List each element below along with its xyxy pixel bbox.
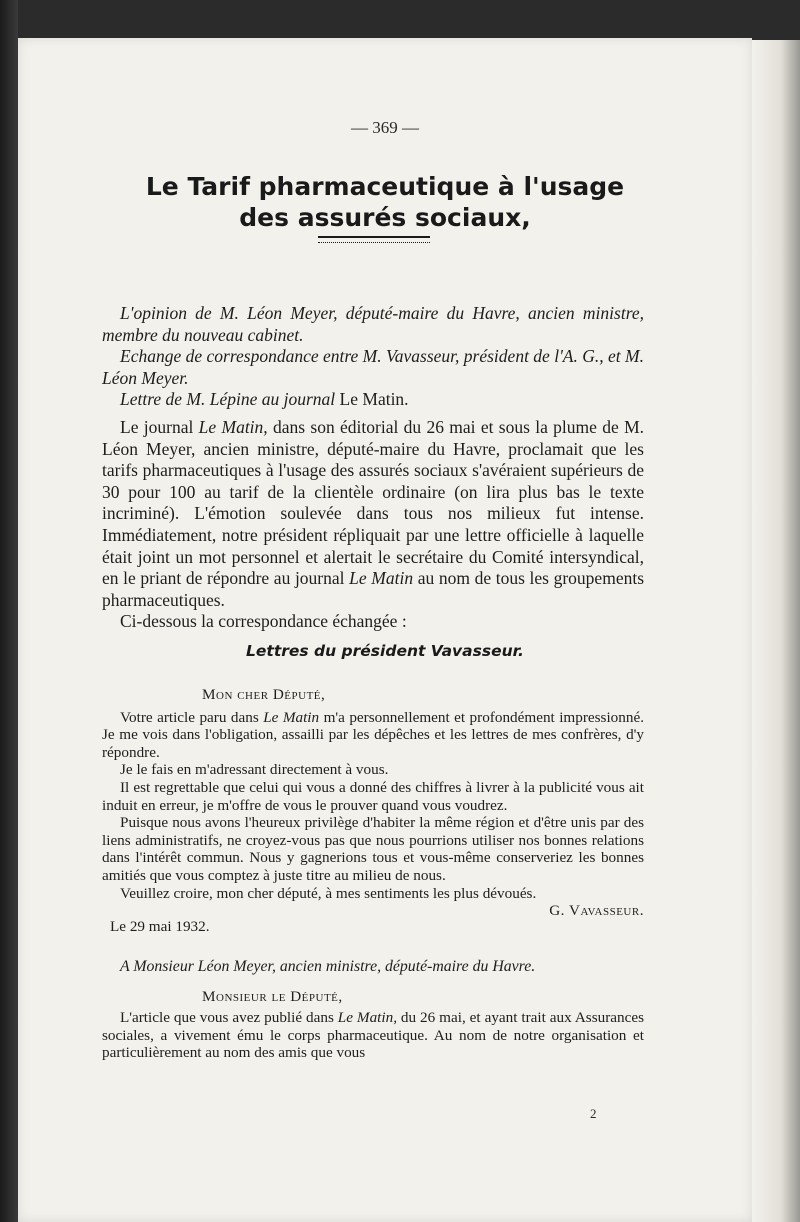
summary-item: Echange de correspondance entre M. Vavasseur, président de l'A. G., et M. Léon Meyer. xyxy=(102,346,644,388)
summary-item: L'opinion de M. Léon Meyer, député-maire du Havre, ancien ministre, membre du nouveau cabinet. xyxy=(102,303,644,345)
letter-1-p2: Je le fais en m'adressant directement à vous. xyxy=(120,761,389,779)
letter-1-date: Le 29 mai 1932. xyxy=(110,917,210,935)
title-line-2: des assurés sociaux, xyxy=(239,203,531,232)
letter-1-salutation: Mon cher Député, xyxy=(202,686,326,703)
summary-block xyxy=(102,303,644,411)
document-page xyxy=(18,38,752,1222)
intro-p2: Ci-dessous la correspondance échangée : xyxy=(120,611,407,632)
page-number: — 369 — xyxy=(351,118,419,137)
letter-1-p4: Puisque nous avons l'heureux privilège d'habiter la même région et d'être unis par des liens administratifs, ne croyez-vous pas que nous pourrions utiliser nos bonnes relations dans l'intérêt commun. Nous y gagnerions tous et vous-même conserveriez les bonnes amitiés que vous comptez à juste titre au milieu de nous. xyxy=(102,814,644,884)
intro-paragraph xyxy=(102,417,644,633)
page-curl-edge xyxy=(752,40,800,1222)
summary-item: Lettre de M. Lépine au journal Le Matin. xyxy=(120,389,409,410)
letter-2-p1: L'article que vous avez publié dans Le Matin, du 26 mai, et ayant trait aux Assurances sociales, a vivement ému le corps pharmaceutique. Au nom de notre organisation et particulièrement au nom des amis que vous xyxy=(102,1009,644,1062)
title-line-1: Le Tarif pharmaceutique à l'usage xyxy=(145,172,625,201)
letter-1-p5: Veuillez croire, mon cher député, à mes sentiments les plus dévoués. xyxy=(120,884,537,902)
letter-1-p1: Votre article paru dans Le Matin m'a personnellement et profondément impressionné. Je me vois dans l'obligation, assailli par les dépêches et les lettres de mes confrères, d'y répondre. xyxy=(102,708,644,761)
intro-p1: Le journal Le Matin, dans son éditorial du 26 mai et sous la plume de M. Léon Meyer, ancien ministre, député-maire du Havre, proclamait que les tarifs pharmaceutiques à l'usage des assurés sociaux s'avéraient supérieurs de 30 pour 100 au tarif de la clientèle ordinaire (on lira plus bas le texte incriminé). L'émotion soulevée dans tous nos milieux fut intense. Immédiatement, notre président répliquait par une lettre officielle à laquelle était joint un mot personnel et alertait le secrétaire du Comité intersyndical, en le priant de répondre au journal Le Matin au nom de tous les groupements pharmaceutiques. xyxy=(102,417,645,610)
letter-2 xyxy=(102,958,644,1062)
letter-1-p3: Il est regrettable que celui qui vous a donné des chiffres à livrer à la publicité vous ait induit en erreur, je m'offre de vous le prouver quand vous voudrez. xyxy=(102,778,644,814)
signature-mark: 2 xyxy=(590,1106,597,1121)
letter-1 xyxy=(102,686,644,935)
letter-2-address: A Monsieur Léon Meyer, ancien ministre, député-maire du Havre. xyxy=(120,958,536,975)
letters-subheading: Lettres du président Vavasseur. xyxy=(246,642,524,660)
binding-shadow xyxy=(0,0,18,1222)
letter-1-signature: G. Vavasseur. xyxy=(549,902,644,920)
letter-2-salutation: Monsieur le Député, xyxy=(202,987,343,1005)
title-rule xyxy=(318,236,430,243)
article-title xyxy=(18,171,752,233)
